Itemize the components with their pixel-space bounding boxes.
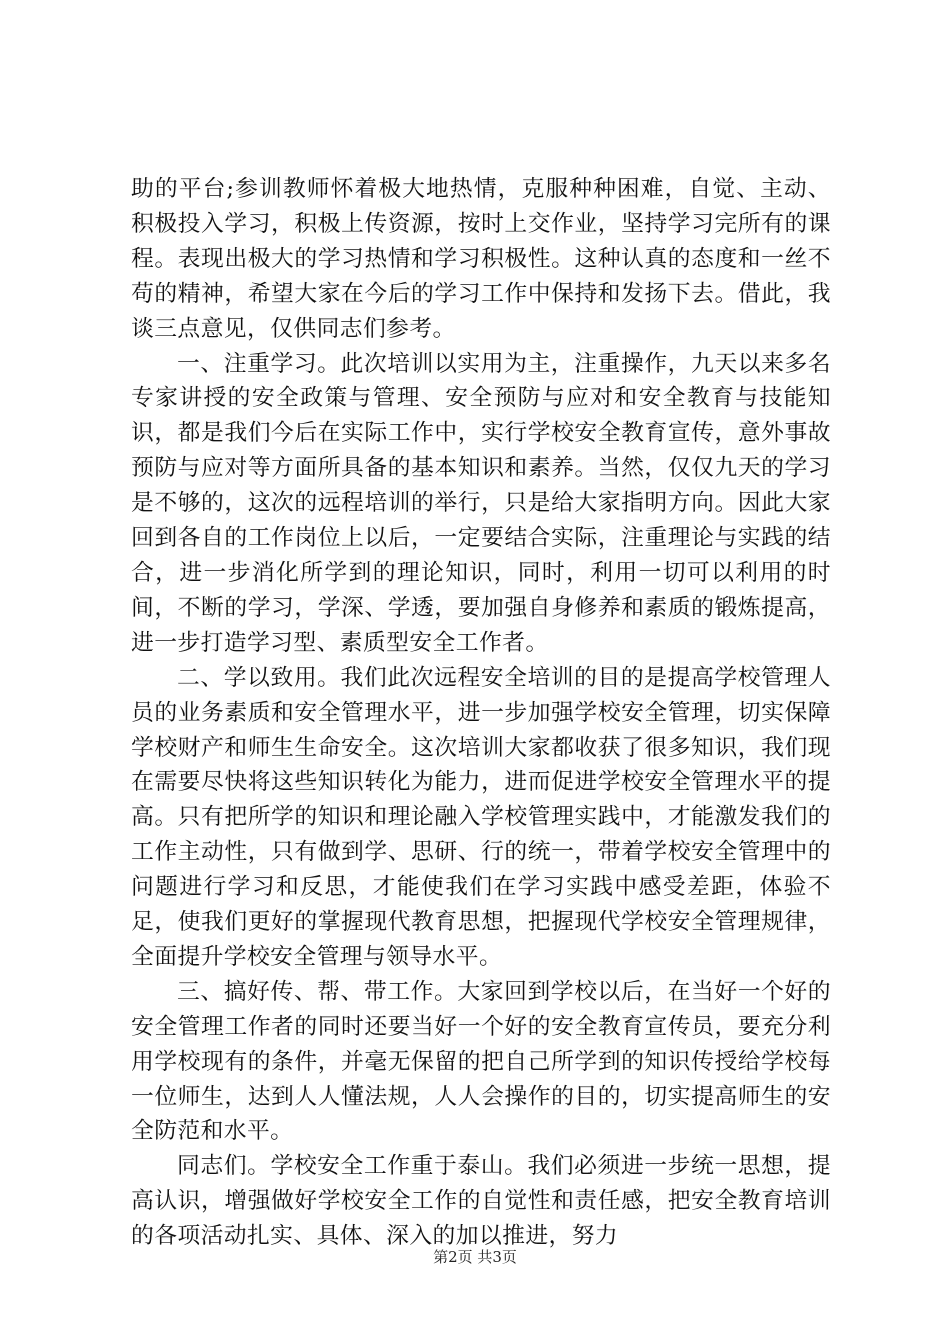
- paragraph-continued: 助的平台;参训教师怀着极大地热情，克服种种困难，自觉、主动、积极投入学习，积极上传资源，按时上交作业，坚持学习完所有的课程。表现出极大的学习热情和学习积极性。这种认真的态度和一丝不苟的精神，希望大家在今后的学习工作中保持和发扬下去。借此，我谈三点意见，仅供同志们参考。: [131, 176, 831, 342]
- paragraph-point-three: 三、搞好传、帮、带工作。大家回到学校以后，在当好一个好的安全管理工作者的同时还要当好一个好的安全教育宣传员，要充分利用学校现有的条件，并毫无保留的把自己所学到的知识传授给学校每一位师生，达到人人懂法规，人人会操作的目的，切实提高师生的安全防范和水平。: [131, 978, 831, 1145]
- paragraph-point-one: 一、注重学习。此次培训以实用为主，注重操作，九天以来多名专家讲授的安全政策与管理、安全预防与应对和安全教育与技能知识，都是我们今后在实际工作中，实行学校安全教育宣传，意外事故预防与应对等方面所具备的基本知识和素养。当然，仅仅九天的学习是不够的，这次的远程培训的举行，只是给大家指明方向。因此大家回到各自的工作岗位上以后，一定要结合实际，注重理论与实践的结合，进一步消化所学到的理论知识，同时，利用一切可以利用的时间，不断的学习，学深、学透，要加强自身修养和素质的锻炼提高，进一步打造学习型、素质型安全工作者。: [131, 350, 831, 656]
- page-number-footer: 第2页 共3页: [433, 1248, 517, 1266]
- paragraph-closing: 同志们。学校安全工作重于泰山。我们必须进一步统一思想，提高认识，增强做好学校安全工作的自觉性和责任感，把安全教育培训的各项活动扎实、具体、深入的加以推进，努力: [131, 1153, 831, 1250]
- paragraph-point-two: 二、学以致用。我们此次远程安全培训的目的是提高学校管理人员的业务素质和安全管理水平，进一步加强学校安全管理，切实保障学校财产和师生生命安全。这次培训大家都收获了很多知识，我们现在需要尽快将这些知识转化为能力，进而促进学校安全管理水平的提高。只有把所学的知识和理论融入学校管理实践中，才能激发我们的工作主动性，只有做到学、思研、行的统一，带着学校安全管理中的问题进行学习和反思，才能使我们在学习实践中感受差距，体验不足，使我们更好的掌握现代教育思想，把握现代学校安全管理规律，全面提升学校安全管理与领导水平。: [131, 664, 831, 970]
- document-body: [131, 172, 831, 1254]
